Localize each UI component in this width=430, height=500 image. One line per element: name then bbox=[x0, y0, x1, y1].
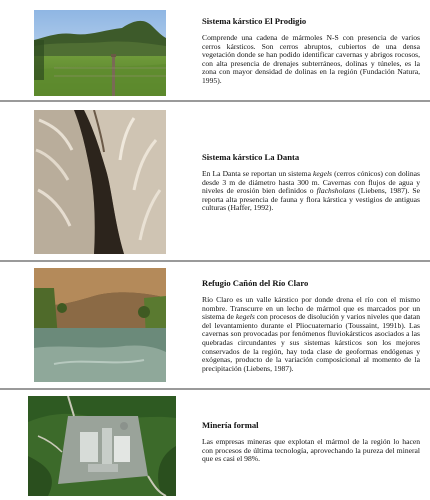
green-hills-fence-photo bbox=[34, 10, 166, 96]
canyon-river-photo bbox=[34, 268, 166, 382]
entry-la-danta bbox=[0, 102, 430, 260]
entry-rio-claro bbox=[0, 262, 430, 388]
entry-title: Refugio Cañón del Río Claro bbox=[202, 278, 309, 288]
entry-el-prodigio bbox=[0, 0, 430, 100]
entry-mineria-formal bbox=[0, 390, 430, 500]
entry-text: Las empresas mineras que explotan el mármol de la región lo hacen con procesos de última tecnología, aprovechando la pureza del mineral que es casi el 98%. bbox=[202, 437, 420, 464]
cave-interior-photo bbox=[34, 110, 166, 254]
entry-text: En La Danta se reportan un sistema kegels (cerros cónicos) con dolinas desde 3 m de diámetro hasta 300 m. Cavernas con flujos de agua y niveles de erosión bien definidos o flachsholans (Liebens, 1987). Se reporta alta presencia de fauna y flora kárstica y vestigios de antiguas culturas (Haffer, 1992). bbox=[202, 169, 420, 213]
entry-text: Comprende una cadena de mármoles N-S con presencia de varios cerros kársticos. Son cerros abruptos, cubiertos de una densa vegetación donde se han podido identificar cavernas y abrigos rocosos, con alta presencia de drenajes subterráneos, dolinas y túneles, es la zona con mayor densidad de dolinas en la región (Fundación Natura, 1995). bbox=[202, 33, 420, 85]
entry-title: Sistema kárstico El Prodigio bbox=[202, 16, 307, 26]
entry-title: Sistema kárstico La Danta bbox=[202, 152, 300, 162]
aerial-cement-plant-photo bbox=[28, 396, 176, 496]
entry-title: Minería formal bbox=[202, 420, 259, 430]
entry-text: Río Claro es un valle kárstico por donde drena el río con el mismo nombre. Transcurre en un lecho de mármol que es marcados por un sistema de kegels con procesos de disolución y varios niveles que datan del levantamiento durante el Pliocuaternario (Toussaint, 1991b). Las cavernas son provocadas por fenómenos fluviokársticos asociados a las quebradas circundantes y sus sistemas kársticos son los mejores conservados de la región, hay toda clase de geoformas endógenas y exógenas, producto de la variación composicional al momento de la precipitación (Liebens, 1987). bbox=[202, 295, 421, 373]
